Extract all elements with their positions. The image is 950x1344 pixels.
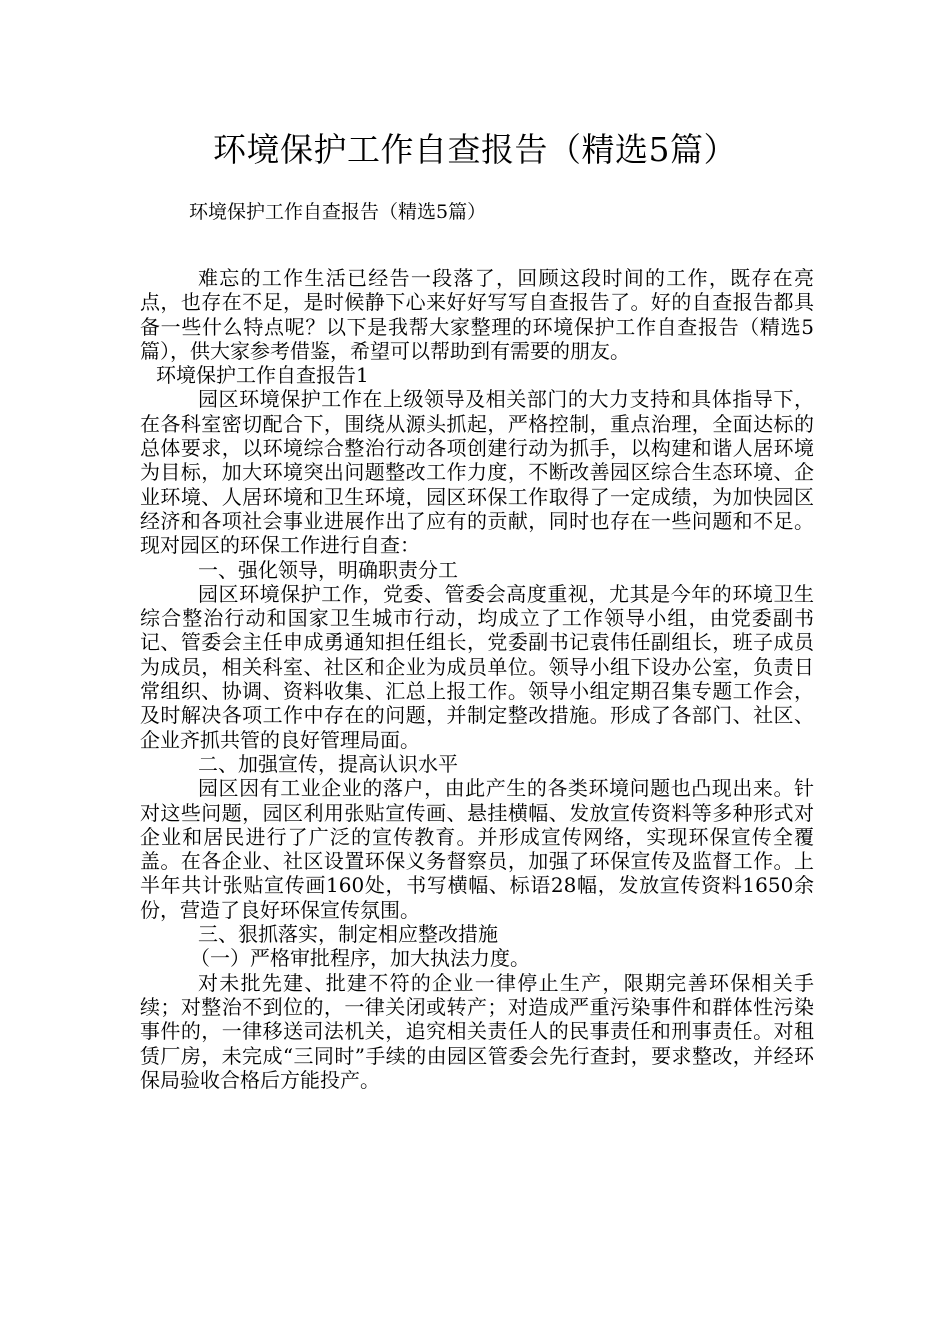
section-heading: 二、加强宣传，提高认识水平 (198, 751, 458, 776)
body-paragraph: 园区环境保护工作在上级领导及相关部门的大力支持和具体指导下，在各科室密切配合下，围绕从源头抓起，严格控制，重点治理，全面达标的总体要求，以环境综合整治行动各项创建行动为抓手，以构建和谐人居环境为目标，加大环境突出问题整改工作力度，不断改善园区综合生态环境、企业环境、人居环境和卫生环境，园区环保工作取得了一定成绩，为加快园区经济和各项社会事业进展作出了应有的贡献，同时也存在一些问题和不足。现对园区的环保工作进行自查： (140, 387, 814, 558)
body-paragraph: 园区因有工业企业的落户，由此产生的各类环境问题也凸现出来。针对这些问题，园区利用张贴宣传画、悬挂横幅、发放宣传资料等多种形式对企业和居民进行了广泛的宣传教育。并形成宣传网络，实现环保宣传全覆盖。在各企业、社区设置环保义务督察员，加强了环保宣传及监督工作。上半年共计张贴宣传画160处，书写横幅、标语28幅，发放宣传资料1650余份，营造了良好环保宣传氛围。 (140, 776, 814, 922)
body-paragraph: 对未批先建、批建不符的企业一律停止生产，限期完善环保相关手续；对整治不到位的，一律关闭或转产；对造成严重污染事件和群体性污染事件的，一律移送司法机关，追究相关责任人的民事责任和刑事责任。对租赁厂房，未完成“三同时”手续的由园区管委会先行查封，要求整改，并经环保局验收合格后方能投产。 (140, 970, 814, 1092)
section-heading: 三、狠抓落实，制定相应整改措施 (198, 922, 498, 947)
section-title-report-1: 环境保护工作自查报告1 (156, 363, 369, 388)
section-heading: 一、强化领导，明确职责分工 (198, 557, 458, 582)
document-body (140, 266, 814, 1092)
body-paragraph: 园区环境保护工作，党委、管委会高度重视，尤其是今年的环境卫生综合整治行动和国家卫生城市行动，均成立了工作领导小组，由党委副书记、管委会主任申成勇通知担任组长，党委副书记袁伟任副组长，班子成员为成员，相关科室、社区和企业为成员单位。领导小组下设办公室，负责日常组织、协调、资料收集、汇总上报工作。领导小组定期召集专题工作会，及时解决各项工作中存在的问题，并制定整改措施。形成了各部门、社区、企业齐抓共管的良好管理局面。 (140, 581, 814, 752)
document-subtitle: 环境保护工作自查报告（精选5篇） (189, 201, 487, 223)
document-title: 环境保护工作自查报告（精选5篇） (213, 130, 737, 169)
intro-paragraph: 难忘的工作生活已经告一段落了，回顾这段时间的工作，既存在亮点，也存在不足，是时候静下心来好好写写自查报告了。好的自查报告都具备一些什么特点呢？以下是我帮大家整理的环境保护工作自查报告（精选5篇），供大家参考借鉴，希望可以帮助到有需要的朋友。 (140, 266, 814, 363)
subsection-heading: （一）严格审批程序，加大执法力度。 (190, 946, 530, 971)
